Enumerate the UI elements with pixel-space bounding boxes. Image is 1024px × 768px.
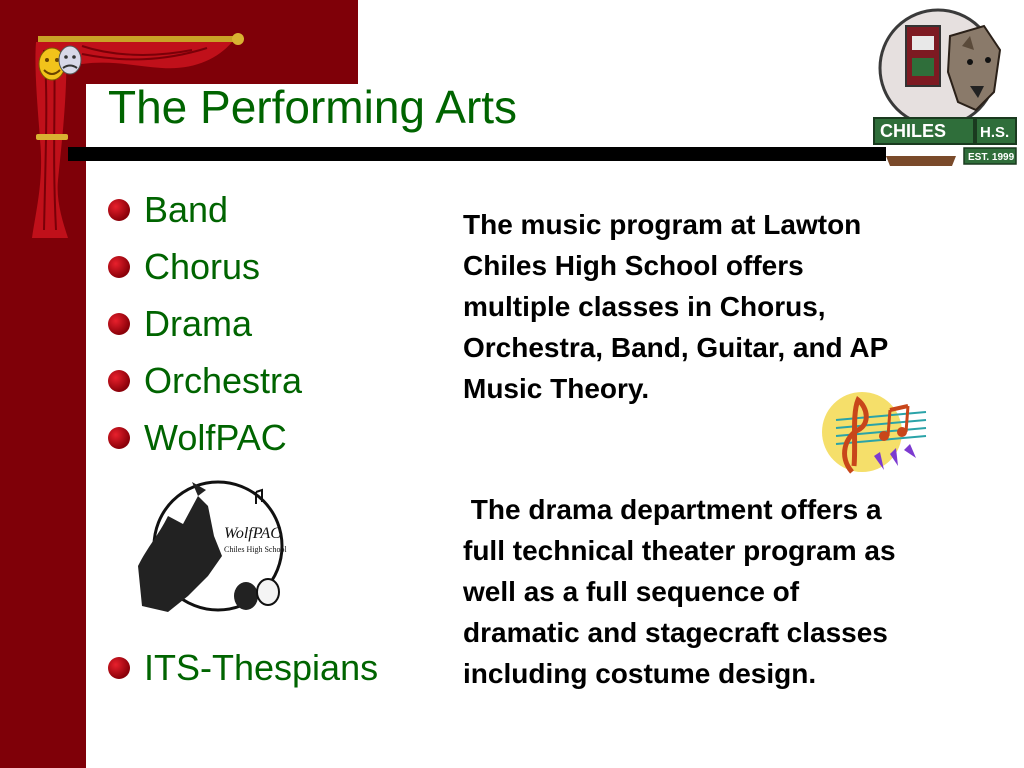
bullet-dot-icon <box>108 370 130 392</box>
svg-text:WolfPAC: WolfPAC <box>224 525 281 542</box>
bullet-dot-icon <box>108 427 130 449</box>
list-item-wolfpac: WolfPAC <box>144 417 287 458</box>
list-item <box>108 416 287 460</box>
list-item <box>108 302 252 346</box>
list-item <box>108 188 228 232</box>
bullet-dot-icon <box>108 256 130 278</box>
slide-title: The Performing Arts <box>108 81 518 133</box>
list-item-its-thespians: ITS-Thespians <box>144 647 379 688</box>
title-underline-rule <box>68 147 886 161</box>
svg-text:Chiles High School: Chiles High School <box>224 545 287 554</box>
list-item-band: Band <box>144 189 229 230</box>
list-item-chorus: Chorus <box>144 246 261 287</box>
list-item-orchestra: Orchestra <box>144 360 303 401</box>
music-notes-icon <box>818 386 930 480</box>
bullet-dot-icon <box>108 199 130 221</box>
svg-text:EST. 1999: EST. 1999 <box>968 152 1015 163</box>
drama-department-paragraph: The drama department offers a full technical theater program as well as a full sequence of dramatic and stagecraft classes including costume design. <box>463 494 896 689</box>
list-item <box>108 359 302 403</box>
bullet-dot-icon <box>108 313 130 335</box>
list-item <box>108 646 378 690</box>
list-item-drama: Drama <box>144 303 253 344</box>
school-crest-icon <box>866 6 1022 172</box>
svg-text:CHILES: CHILES <box>880 121 947 141</box>
wolfpac-logo <box>128 476 298 636</box>
svg-text:H.S.: H.S. <box>980 124 1010 141</box>
list-item <box>108 245 260 289</box>
theater-masks-icon <box>39 46 81 80</box>
wolf-head-icon <box>948 26 1000 110</box>
bullet-dot-icon <box>108 657 130 679</box>
music-program-paragraph: The music program at Lawton Chiles High School offers multiple classes in Chorus, Orchestra, Band, Guitar, and AP Music Theory. <box>463 209 888 404</box>
